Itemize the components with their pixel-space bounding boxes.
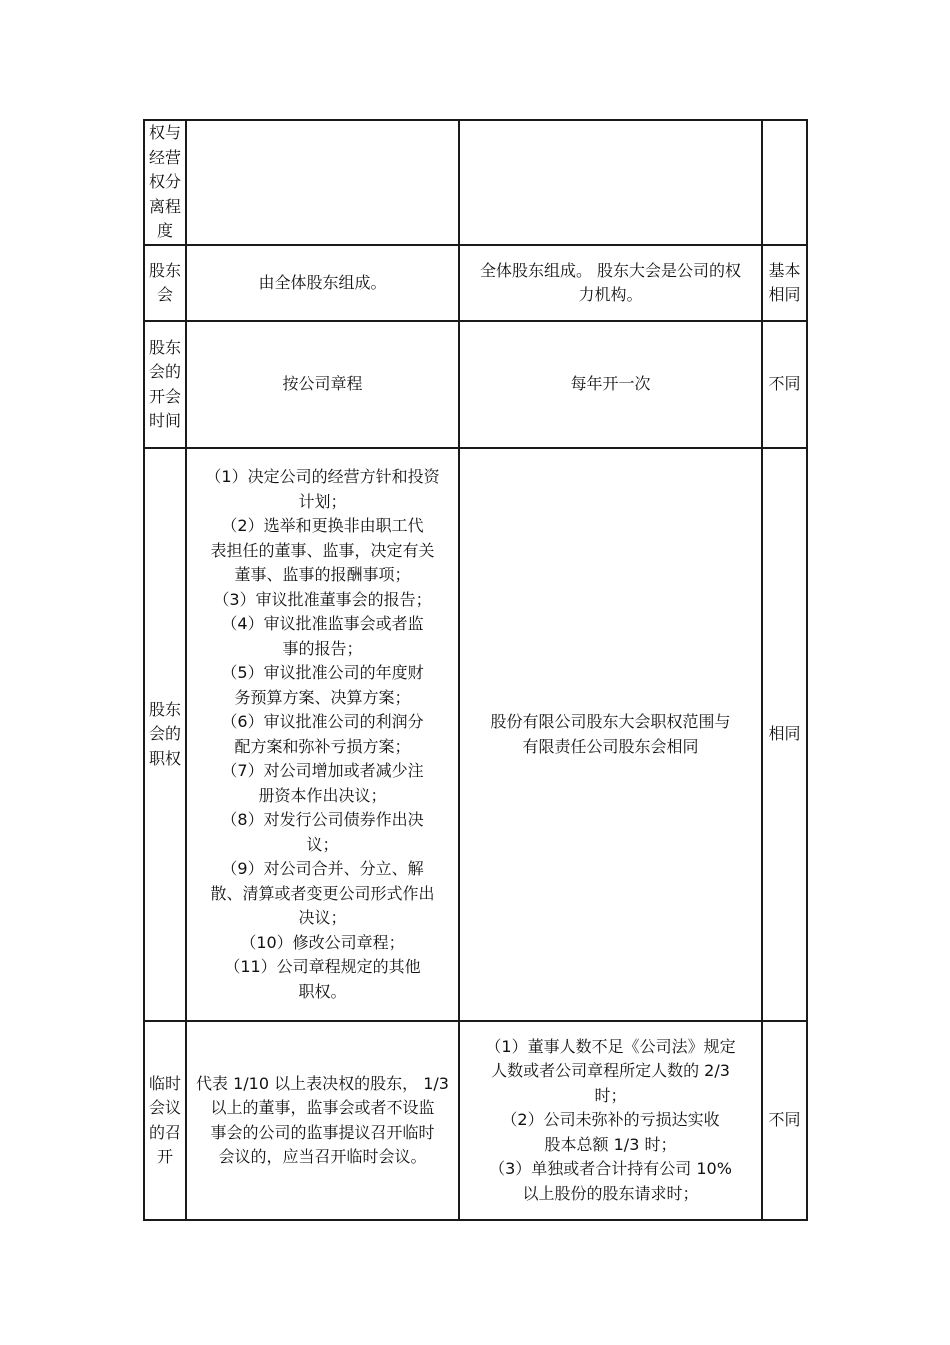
cell-text-line: （7）对公司增加或者减少注 xyxy=(221,761,424,780)
cell-text-line: 务预算方案、决算方案； xyxy=(234,687,411,707)
row-label-line: 会的 xyxy=(148,362,181,381)
row-label-line: 权与 xyxy=(148,123,181,143)
row-label-line: 职权 xyxy=(148,748,181,768)
row-label-line: 股东 xyxy=(148,337,181,357)
row-label-line: 股东 xyxy=(148,699,181,719)
row-label-line: 时间 xyxy=(148,411,181,430)
cell-text-line: （1）决定公司的经营方针和投资 xyxy=(205,467,440,486)
row-label-line: 股东 xyxy=(148,260,181,280)
cell-text-line: 按公司章程 xyxy=(282,374,363,394)
row-label-cell xyxy=(144,1021,186,1220)
cell-text-line: 事的报告； xyxy=(282,638,363,658)
cell-text-line: （3）单独或者合计持有公司 10% xyxy=(489,1159,732,1179)
limited-company-cell xyxy=(186,321,459,448)
cell-text-line: 力机构。 xyxy=(578,285,643,304)
cell-text-line: （10）修改公司章程； xyxy=(240,932,405,952)
row-label-line: 会议 xyxy=(148,1098,181,1117)
cell-text-line: 每年开一次 xyxy=(570,374,651,394)
cell-text-line: 全体股东组成。 股东大会是公司的权 xyxy=(479,260,742,280)
cell-text-line: 配方案和弥补亏损方案； xyxy=(234,736,411,756)
row-label-cell xyxy=(144,321,186,448)
cell-text-line: 以上的董事，监事会或者不设监 xyxy=(210,1098,435,1117)
cell-text-line: 事会的公司的监事提议召开临时 xyxy=(210,1122,435,1142)
joint-stock-cell xyxy=(459,1021,762,1220)
cell-text-line: （3）审议批准董事会的报告； xyxy=(213,589,432,609)
comparison-cell xyxy=(762,245,807,321)
cell-text-line: 会议的，应当召开临时会议。 xyxy=(218,1147,427,1166)
comparison-cell xyxy=(762,321,807,448)
row-label-line: 临时 xyxy=(148,1073,181,1093)
limited-company-cell xyxy=(186,448,459,1021)
row-label-line: 的召 xyxy=(148,1122,181,1142)
table-row xyxy=(144,120,807,245)
comparison-text-line: 基本 xyxy=(768,260,801,280)
cell-text-line: 计划； xyxy=(298,491,347,511)
joint-stock-cell xyxy=(459,245,762,321)
cell-text-line: （2）选举和更换非由职工代 xyxy=(221,516,424,535)
comparison-text-line: 相同 xyxy=(768,285,801,304)
limited-company-cell xyxy=(186,120,459,245)
cell-text-line: （9）对公司合并、分立、解 xyxy=(221,859,424,878)
cell-text-line: 职权。 xyxy=(298,981,347,1001)
cell-text-line: （8）对发行公司债券作出决 xyxy=(221,810,424,829)
comparison-cell xyxy=(762,120,807,245)
table-row xyxy=(144,321,807,448)
row-label-line: 离程 xyxy=(148,196,181,216)
comparison-cell xyxy=(762,448,807,1021)
row-label-line: 会 xyxy=(156,285,173,304)
joint-stock-cell xyxy=(459,120,762,245)
cell-text-line: 人数或者公司章程所定人数的 2/3 xyxy=(491,1061,730,1081)
cell-text-line: 时； xyxy=(594,1085,627,1105)
cell-text-line: （5）审议批准公司的年度财 xyxy=(221,663,424,682)
row-label-line: 会的 xyxy=(148,724,181,744)
row-label-cell xyxy=(144,245,186,321)
cell-text-line: （1）董事人数不足《公司法》规定 xyxy=(485,1036,736,1056)
cell-text-line: 股本总额 1/3 时； xyxy=(544,1134,677,1154)
row-label-line: 经营 xyxy=(148,147,181,167)
cell-text-line: 册资本作出决议； xyxy=(258,785,387,805)
cell-text-line: 表担任的董事、监事，决定有关 xyxy=(210,540,435,560)
cell-text-line: 以上股份的股东请求时； xyxy=(522,1183,699,1203)
cell-text-line: （11）公司章程规定的其他 xyxy=(224,957,421,976)
cell-text-line: 代表 1/10 以上表决权的股东， 1/3 xyxy=(196,1073,449,1093)
limited-company-cell xyxy=(186,245,459,321)
cell-text-line: （6）审议批准公司的利润分 xyxy=(221,712,424,731)
cell-text-line: 董事、监事的报酬事项； xyxy=(234,565,411,584)
comparison-text-line: 不同 xyxy=(768,1110,801,1130)
comparison-text-line: 不同 xyxy=(768,374,801,394)
cell-text-line: 由全体股东组成。 xyxy=(258,272,387,292)
row-label-line: 开 xyxy=(156,1147,173,1166)
joint-stock-cell xyxy=(459,448,762,1021)
cell-text-line: （4）审议批准监事会或者监 xyxy=(221,614,424,633)
cell-text-line: （2）公司未弥补的亏损达实收 xyxy=(501,1110,720,1130)
cell-text-line: 有限责任公司股东会相同 xyxy=(522,736,699,756)
row-label-cell xyxy=(144,448,186,1021)
table-row xyxy=(144,245,807,321)
comparison-text-line: 相同 xyxy=(768,724,801,744)
row-label-line: 开会 xyxy=(148,386,181,406)
table-row xyxy=(144,448,807,1021)
limited-company-cell xyxy=(186,1021,459,1220)
comparison-table xyxy=(143,119,808,1221)
comparison-cell xyxy=(762,1021,807,1220)
cell-text-line: 议； xyxy=(306,834,339,854)
table-row xyxy=(144,1021,807,1220)
cell-text-line: 散、清算或者变更公司形式作出 xyxy=(210,883,435,903)
cell-text-line: 股份有限公司股东大会职权范围与 xyxy=(490,712,731,731)
cell-text-line: 决议； xyxy=(298,908,347,927)
row-label-line: 权分 xyxy=(148,172,181,192)
row-label-cell xyxy=(144,120,186,245)
row-label-line: 度 xyxy=(156,221,173,241)
joint-stock-cell xyxy=(459,321,762,448)
